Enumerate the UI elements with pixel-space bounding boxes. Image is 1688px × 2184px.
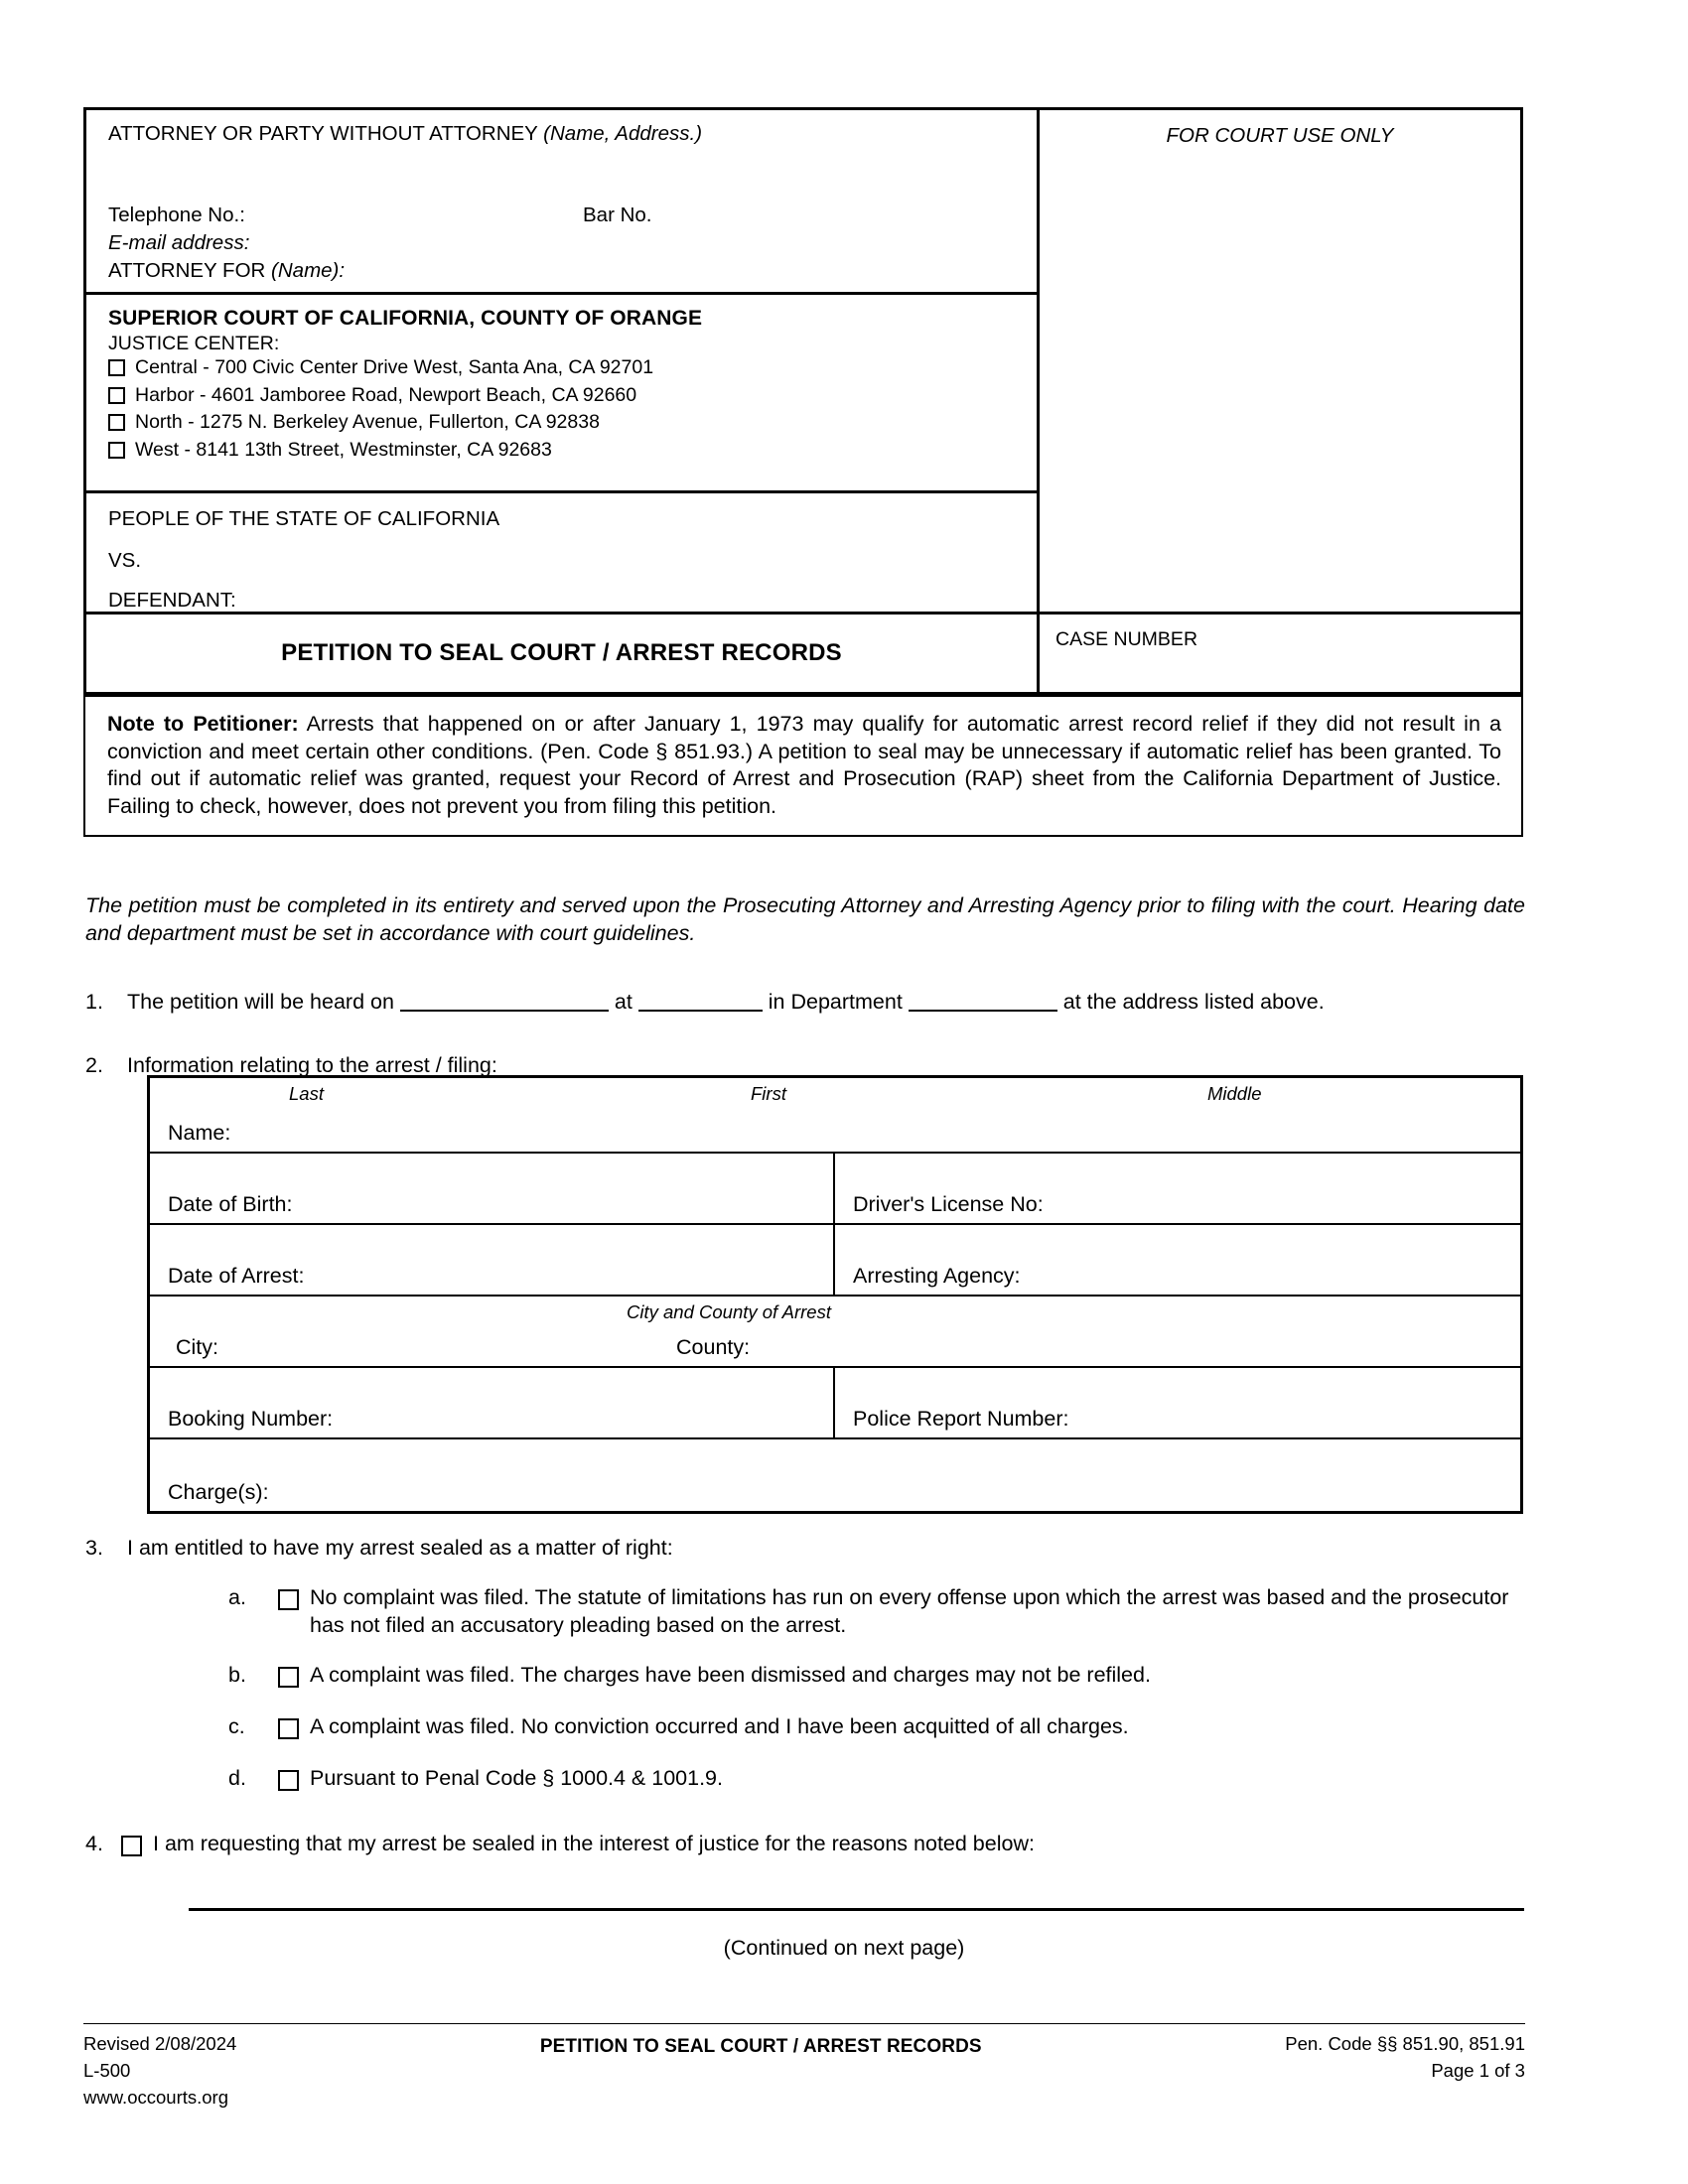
name-cell[interactable] [150, 1078, 1520, 1152]
drivers-license-label: Driver's License No: [853, 1192, 1044, 1216]
arresting-agency-label: Arresting Agency: [853, 1264, 1021, 1288]
checkbox-wrap-c[interactable] [278, 1713, 310, 1747]
checkbox-icon[interactable] [121, 1836, 142, 1856]
charges-label: Charge(s): [168, 1480, 269, 1504]
item-1-text-4: at the address listed above. [1056, 990, 1325, 1014]
police-report-label: Police Report Number: [853, 1407, 1069, 1431]
justice-center-label-west: West - 8141 13th Street, Westminster, CA 92683 [135, 438, 552, 461]
item-3-option-c-letter: c. [228, 1714, 245, 1738]
note-to-petitioner-box [83, 695, 1523, 837]
item-3-option-b-text: A complaint was filed. The charges have been dismissed and charges may not be refiled. [310, 1663, 1151, 1687]
case-number-box[interactable] [1040, 614, 1520, 692]
checkbox-icon[interactable] [278, 1589, 299, 1610]
item-4-number: 4. [85, 1832, 103, 1855]
arresting-agency-cell[interactable] [835, 1225, 1520, 1295]
attorney-box [86, 110, 1037, 295]
police-report-cell[interactable] [835, 1368, 1520, 1437]
item-3-option-d-letter: d. [228, 1766, 246, 1790]
footer-form-title: PETITION TO SEAL COURT / ARREST RECORDS [539, 2036, 982, 2057]
footer-divider [83, 2023, 1525, 2024]
department-blank[interactable] [909, 989, 1057, 1012]
telephone-label: Telephone No.: [108, 204, 245, 226]
continued-note: (Continued on next page) [723, 1936, 965, 1960]
hearing-date-blank[interactable] [400, 989, 609, 1012]
table-row-dob-dl [150, 1154, 1520, 1225]
item-3-number: 3. [85, 1536, 103, 1560]
checkbox-icon[interactable] [278, 1770, 299, 1791]
footer-form-code: L-500 [83, 2059, 131, 2081]
table-row-charges [150, 1439, 1520, 1511]
attorney-for-italic: (Name): [271, 259, 346, 282]
arrest-information-table [147, 1075, 1523, 1514]
date-of-arrest-cell[interactable] [150, 1225, 835, 1295]
justice-center-label-harbor: Harbor - 4601 Jamboree Road, Newport Beach, CA 92660 [135, 383, 637, 406]
justice-center-label-north: North - 1275 N. Berkeley Avenue, Fullerton, CA 92838 [135, 411, 600, 433]
item-4-text: I am requesting that my arrest be sealed in the interest of justice for the reasons noted below: [153, 1832, 1035, 1855]
caption-left-column [86, 110, 1040, 692]
checkbox-wrap-d[interactable] [278, 1765, 310, 1799]
charges-cell[interactable] [150, 1439, 1520, 1511]
court-box [86, 295, 1037, 493]
item-1 [85, 989, 1525, 1017]
date-of-birth-label: Date of Birth: [168, 1192, 293, 1216]
note-paragraph [107, 711, 1501, 821]
justice-center-label: JUSTICE CENTER: [108, 333, 280, 354]
item-3-option-c-text: A complaint was filed. No conviction occurred and I have been acquitted of all charges. [310, 1714, 1129, 1738]
item-3-option-b[interactable] [228, 1662, 1529, 1696]
booking-number-label: Booking Number: [168, 1407, 334, 1431]
attorney-header-italic: (Name, Address.) [543, 122, 703, 145]
parties-box [86, 493, 1037, 614]
attorney-header-label [108, 124, 702, 145]
item-1-text-3: in Department [762, 990, 909, 1014]
checkbox-wrap-a[interactable] [278, 1584, 310, 1640]
defendant-label: DEFENDANT: [108, 589, 236, 612]
name-header-middle: Middle [1207, 1083, 1262, 1104]
table-row-arrest-agency [150, 1225, 1520, 1297]
table-row-booking-report [150, 1368, 1520, 1439]
reasons-write-in-line[interactable] [189, 1908, 1524, 1911]
footer-right [1285, 2031, 1525, 2085]
item-3-option-a-text: No complaint was filed. The statute of limitations has run on every offense upon which the arrest was based and the prosecutor has not filed an accusatory pleading based on the arrest. [310, 1585, 1509, 1637]
checkbox-icon[interactable] [108, 359, 125, 376]
justice-center-option-west[interactable] [108, 438, 1037, 461]
city-label: City: [176, 1335, 218, 1359]
checkbox-icon[interactable] [278, 1718, 299, 1739]
justice-center-option-harbor[interactable] [108, 383, 1037, 406]
checkbox-icon[interactable] [108, 442, 125, 459]
item-3-option-c[interactable] [228, 1713, 1529, 1747]
caption-upper-row [86, 110, 1520, 692]
caption-block [83, 107, 1523, 695]
item-3-option-b-letter: b. [228, 1663, 246, 1687]
justice-center-option-north[interactable] [108, 413, 1037, 433]
item-1-body [127, 989, 1525, 1017]
item-2-label: Information relating to the arrest / filing: [127, 1053, 497, 1077]
for-court-use-only-label: FOR COURT USE ONLY [1166, 124, 1394, 147]
name-header-first: First [751, 1083, 786, 1104]
note-text: Arrests that happened on or after January 1, 1973 may qualify for automatic arrest record relief if they did not result in a conviction and meet certain other conditions. (Pen. Code § 851.93.) A petition to seal may be unnecessary if automatic relief has been granted. To find out if automatic relief was granted, request your Record of Arrest and Prosecution (RAP) sheet from the California Department of Justice. Failing to check, however, does not prevent you from filing this petition. [107, 712, 1501, 819]
table-row-name [150, 1078, 1520, 1154]
page-title: PETITION TO SEAL COURT / ARREST RECORDS [281, 639, 842, 666]
footer-page-number: Page 1 of 3 [1431, 2059, 1525, 2081]
bar-number-label: Bar No. [583, 204, 652, 226]
checkbox-wrap-b[interactable] [278, 1662, 310, 1696]
item-3-option-d[interactable] [228, 1765, 1529, 1799]
item-3-label: I am entitled to have my arrest sealed as a matter of right: [127, 1536, 673, 1560]
note-label: Note to Petitioner: [107, 712, 299, 736]
attorney-for-main: ATTORNEY FOR [108, 259, 272, 282]
instruction-paragraph: The petition must be completed in its entirety and served upon the Prosecuting Attorney and Arresting Agency prior to filing with the court. Hearing date and department must be set in accordance with court guidelines. [85, 893, 1525, 946]
item-3 [85, 1535, 1525, 1563]
court-name: SUPERIOR COURT OF CALIFORNIA, COUNTY OF ORANGE [108, 307, 703, 330]
table-row-city-county [150, 1297, 1520, 1368]
checkbox-icon[interactable] [108, 387, 125, 404]
item-4[interactable] [85, 1831, 1525, 1864]
county-label: County: [676, 1335, 751, 1359]
city-county-header: City and County of Arrest [627, 1301, 831, 1322]
footer-website: www.occourts.org [83, 2086, 228, 2108]
checkbox-icon[interactable] [108, 414, 125, 431]
item-3-option-a[interactable] [228, 1584, 1529, 1640]
item-3-option-a-letter: a. [228, 1585, 246, 1609]
versus-label: VS. [108, 549, 142, 572]
name-header-last: Last [289, 1083, 324, 1104]
checkbox-wrap-4[interactable] [121, 1831, 153, 1864]
footer-pen-code: Pen. Code §§ 851.90, 851.91 [1285, 2033, 1525, 2054]
attorney-header-main: ATTORNEY OR PARTY WITHOUT ATTORNEY [108, 122, 544, 145]
date-of-birth-cell[interactable] [150, 1154, 835, 1223]
attorney-for-label [108, 261, 345, 282]
footer-revised-date: Revised 2/08/2024 [83, 2033, 237, 2054]
caption-right-column [1040, 110, 1520, 692]
item-2-number: 2. [85, 1053, 103, 1077]
drivers-license-cell[interactable] [835, 1154, 1520, 1223]
checkbox-icon[interactable] [278, 1667, 299, 1688]
item-3-option-d-text: Pursuant to Penal Code § 1000.4 & 1001.9. [310, 1766, 723, 1790]
case-number-label: CASE NUMBER [1055, 628, 1198, 650]
justice-center-label-central: Central - 700 Civic Center Drive West, Santa Ana, CA 92701 [135, 356, 654, 378]
page-footer [83, 2031, 1525, 2111]
hearing-time-blank[interactable] [638, 989, 763, 1012]
email-label: E-mail address: [108, 231, 250, 254]
item-1-number: 1. [85, 990, 103, 1014]
booking-number-cell[interactable] [150, 1368, 835, 1437]
footer-left [83, 2031, 236, 2111]
item-1-text-2: at [608, 990, 638, 1014]
date-of-arrest-label: Date of Arrest: [168, 1264, 305, 1288]
form-title-box [86, 614, 1037, 692]
name-label: Name: [168, 1121, 231, 1145]
for-court-use-only-box [1040, 110, 1520, 614]
plaintiff-label: PEOPLE OF THE STATE OF CALIFORNIA [108, 507, 500, 530]
item-1-text-1: The petition will be heard on [127, 990, 400, 1014]
city-county-cell[interactable] [150, 1297, 1520, 1366]
justice-center-option-central[interactable] [108, 358, 1037, 378]
